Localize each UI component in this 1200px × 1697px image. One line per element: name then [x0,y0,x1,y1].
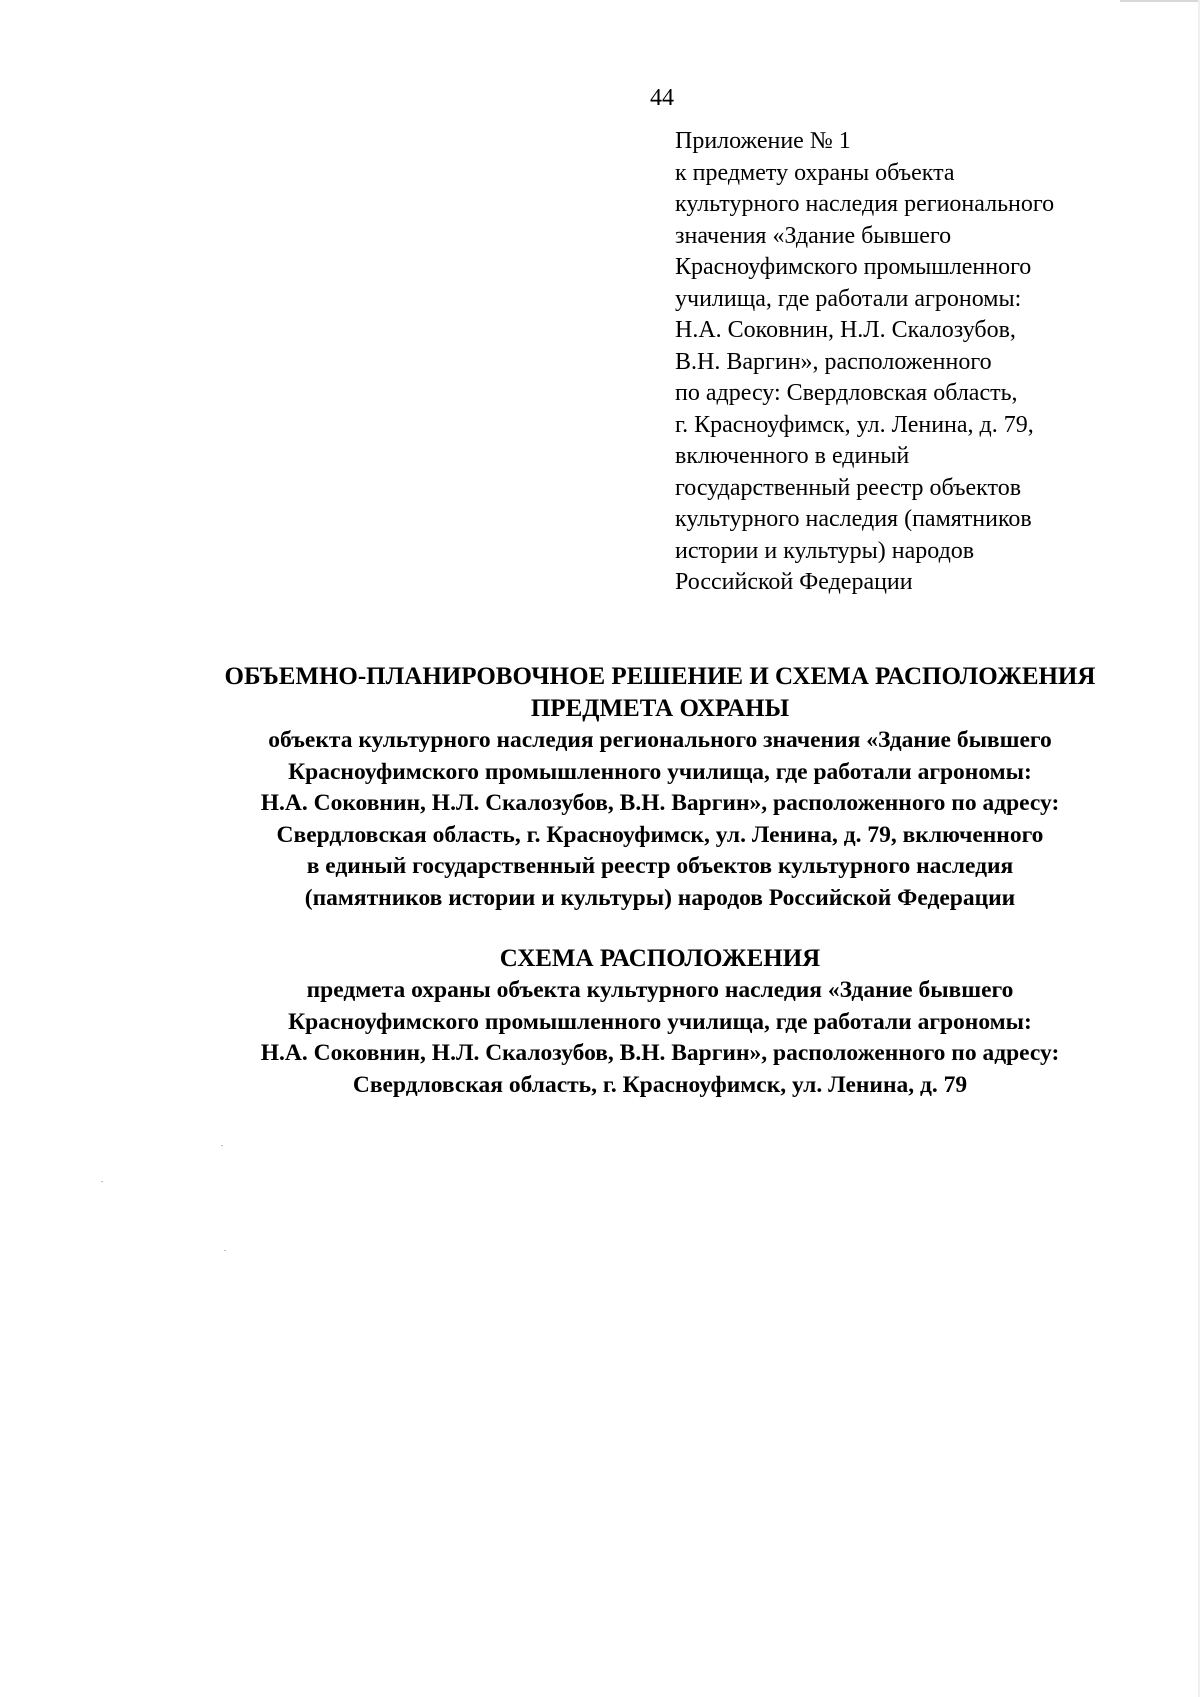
main-heading-line: ПРЕДМЕТА ОХРАНЫ [530,695,790,722]
appendix-line: государственный реестр объектов [675,474,1022,501]
appendix-line: г. Красноуфимск, ул. Ленина, д. 79, [675,411,1034,438]
appendix-line: включенного в единый [675,443,910,469]
scheme-subtitle-line: Красноуфимского промышленного училища, где работали агрономы: [288,1008,1032,1035]
scan-speck [224,1250,226,1251]
scan-edge-mark [1120,0,1200,2]
main-subtitle-line: Н.А. Соковнин, Н.Л. Скалозубов, В.Н. Варгин», расположенного по адресу: [260,790,1060,816]
main-subtitle-line: Красноуфимского промышленного училища, где работали агрономы: [288,758,1032,785]
appendix-line: Красноуфимского промышленного [675,254,1032,280]
scheme-subtitle-line: Свердловская область, г. Красноуфимск, ул. Ленина, д. 79 [352,1071,968,1098]
appendix-line: культурного наследия (памятников [675,506,1032,532]
appendix-line: к предмету охраны объекта [675,159,955,186]
appendix-line: культурного наследия регионального [675,191,1055,217]
appendix-line: В.Н. Варгин», расположенного [675,348,992,375]
main-title [60,661,1200,914]
main-subtitle-line: (памятников истории и культуры) народов Российской Федерации [304,884,1016,911]
scheme-subtitle-line: Н.А. Соковнин, Н.Л. Скалозубов, В.Н. Варгин», расположенного по адресу: [260,1040,1060,1066]
scheme-subtitle-line: предмета охраны объекта культурного наследия «Здание бывшего [306,977,1014,1003]
appendix-line: Российской Федерации [675,569,913,595]
scheme-title [60,943,1200,1101]
appendix-line: истории и культуры) народов [675,537,975,564]
appendix-note [675,126,1145,599]
main-subtitle-line: Свердловская область, г. Красноуфимск, ул. Ленина, д. 79, включенного [276,821,1044,848]
main-subtitle-line: в единый государственный реестр объектов культурного наследия [306,853,1014,879]
appendix-line: по адресу: Свердловская область, [675,380,1018,406]
scheme-heading: СХЕМА РАСПОЛОЖЕНИЯ [499,945,821,972]
main-subtitle-line: объекта культурного наследия регионального значения «Здание бывшего [268,727,1052,753]
scan-speck [101,1181,103,1182]
appendix-line: Н.А. Соковнин, Н.Л. Скалозубов, [675,317,1016,343]
appendix-line: значения «Здание бывшего [675,222,952,249]
appendix-line: Приложение № 1 [675,128,851,154]
page-number: 44 [650,85,674,111]
main-heading-line: ОБЪЕМНО-ПЛАНИРОВОЧНОЕ РЕШЕНИЕ И СХЕМА РАСПОЛОЖЕНИЯ [224,663,1096,690]
scan-speck [221,1145,223,1146]
appendix-line: училища, где работали агрономы: [675,285,1022,312]
